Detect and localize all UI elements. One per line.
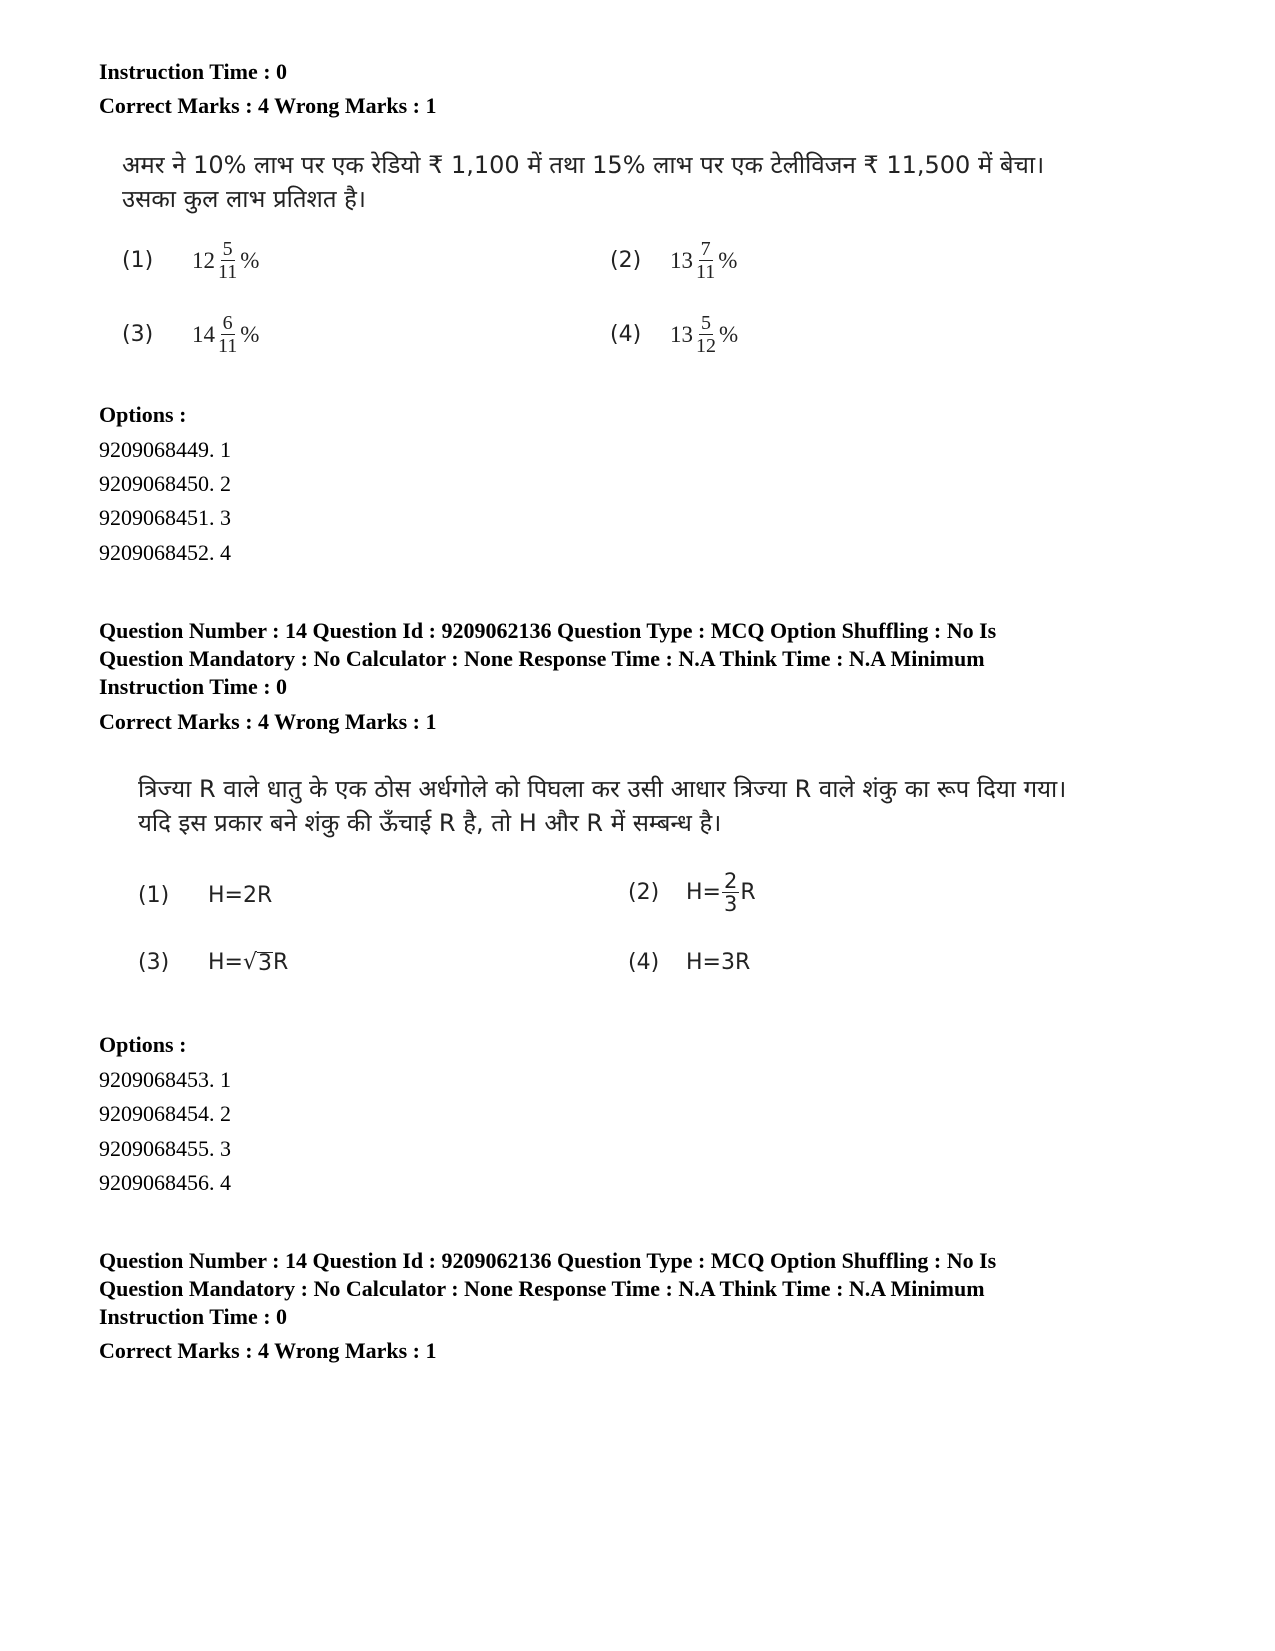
choice-number: (4) (628, 950, 660, 975)
answer-choice (628, 870, 756, 915)
fraction-whole: 14 (192, 321, 215, 347)
fraction-numerator: 2 (723, 869, 738, 893)
fraction-whole: 13 (670, 321, 693, 347)
mixed-fraction (192, 238, 259, 283)
options-label: Options : (99, 1032, 187, 1057)
question-meta: Question Number : 14 Question Id : 9209062136 Question Type : MCQ Option Shuffling : No Is (99, 1248, 997, 1273)
instruction-time: Instruction Time : 0 (99, 59, 288, 84)
percent-sign: % (719, 321, 739, 347)
choice-number: (4) (610, 322, 642, 347)
radicand: 3 (258, 951, 273, 976)
answer-choice (122, 238, 259, 283)
choice-prefix: H= (686, 880, 721, 905)
choice-number: (1) (138, 883, 170, 908)
answer-choice (628, 950, 750, 975)
question-meta: Question Mandatory : No Calculator : None Response Time : N.A Think Time : N.A Minimum (99, 646, 985, 671)
fraction-whole: 13 (670, 247, 693, 273)
option-id-line: 9209068453. 1 (99, 1067, 231, 1092)
fraction (216, 312, 239, 357)
choice-number: (2) (628, 880, 660, 905)
fraction-denominator: 11 (218, 261, 238, 283)
fraction-denominator: 12 (696, 335, 716, 357)
option-id-line: 9209068456. 4 (99, 1170, 231, 1195)
options-label: Options : (99, 402, 187, 427)
percent-sign: % (240, 321, 260, 347)
option-id-line: 9209068452. 4 (99, 540, 231, 565)
choice-expression: H=2R (208, 883, 273, 908)
instruction-time: Instruction Time : 0 (99, 674, 288, 699)
choice-expression: H=3R (686, 950, 751, 975)
percent-sign: % (240, 247, 260, 273)
question-text-line: अमर ने 10% लाभ पर एक रेडियो ₹ 1,100 में तथा 15% लाभ पर एक टेलीविजन ₹ 11,500 में बेचा। (122, 151, 1045, 179)
instruction-time: Instruction Time : 0 (99, 1304, 288, 1329)
choice-suffix: R (740, 880, 756, 905)
question-text-line: यदि इस प्रकार बने शंकु की ऊँचाई R है, तो H और R में सम्बन्ध है। (138, 809, 722, 837)
fraction-numerator: 6 (222, 312, 233, 334)
fraction (722, 870, 739, 915)
fraction-numerator: 5 (222, 238, 233, 260)
fraction (694, 312, 718, 357)
answer-choice (138, 883, 272, 908)
fraction-denominator: 11 (218, 335, 238, 357)
fraction-denominator: 11 (696, 261, 716, 283)
option-id-line: 9209068449. 1 (99, 437, 231, 462)
marks-info: Correct Marks : 4 Wrong Marks : 1 (99, 709, 437, 734)
answer-choice (610, 312, 738, 357)
mixed-fraction (670, 238, 737, 283)
square-root (243, 950, 273, 975)
choice-suffix: R (273, 950, 289, 975)
option-id-line: 9209068455. 3 (99, 1136, 231, 1161)
question-meta: Question Number : 14 Question Id : 9209062136 Question Type : MCQ Option Shuffling : No Is (99, 618, 997, 643)
marks-info: Correct Marks : 4 Wrong Marks : 1 (99, 93, 437, 118)
percent-sign: % (718, 247, 738, 273)
answer-choice (122, 312, 259, 357)
radical-icon: √ (242, 950, 258, 975)
mixed-fraction (192, 312, 259, 357)
option-id-line: 9209068450. 2 (99, 471, 231, 496)
option-id-line: 9209068451. 3 (99, 505, 231, 530)
fraction-numerator: 7 (700, 238, 711, 260)
fraction (216, 238, 239, 283)
mixed-fraction (670, 312, 738, 357)
option-id-line: 9209068454. 2 (99, 1101, 231, 1126)
answer-choice (610, 238, 737, 283)
fraction-denominator: 3 (723, 892, 738, 916)
fraction-numerator: 5 (701, 312, 711, 334)
choice-number: (2) (610, 248, 642, 273)
choice-number: (1) (122, 248, 154, 273)
choice-prefix: H= (208, 950, 243, 975)
marks-info: Correct Marks : 4 Wrong Marks : 1 (99, 1338, 437, 1363)
question-meta: Question Mandatory : No Calculator : None Response Time : N.A Think Time : N.A Minimum (99, 1276, 985, 1301)
question-text-line: उसका कुल लाभ प्रतिशत है। (122, 185, 366, 213)
choice-number: (3) (122, 322, 154, 347)
question-text-line: त्रिज्या R वाले धातु के एक ठोस अर्धगोले को पिघला कर उसी आधार त्रिज्या R वाले शंकु का रूप दिया गया। (138, 775, 1067, 803)
fraction-whole: 12 (192, 247, 215, 273)
fraction (694, 238, 717, 283)
choice-number: (3) (138, 950, 170, 975)
answer-choice (138, 950, 288, 975)
